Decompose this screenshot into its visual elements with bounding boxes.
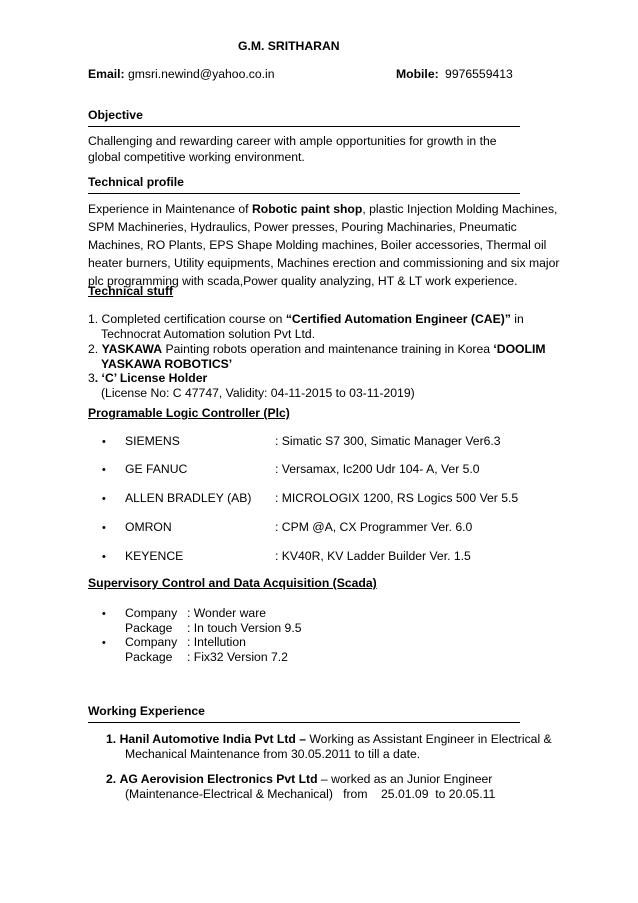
stuff-item-1-line-2: Technocrat Automation solution Pvt Ltd. xyxy=(101,327,316,341)
scada-label: Company xyxy=(125,635,178,649)
item-number: 2. xyxy=(106,772,117,786)
item-number: 2. xyxy=(88,342,99,356)
objective-line-2: global competitive working environment. xyxy=(88,150,305,164)
item-bold: “Certified Automation Engineer (CAE)” xyxy=(285,312,511,326)
technical-profile-rule xyxy=(88,193,520,194)
objective-heading: Objective xyxy=(88,108,143,122)
work-rule xyxy=(88,722,520,723)
technical-stuff-heading: Technical stuff xyxy=(88,284,174,298)
bullet-icon: • xyxy=(102,522,106,534)
stuff-item-2 xyxy=(88,341,546,357)
bullet-icon: • xyxy=(102,464,106,476)
plc-detail: : CPM @A, CX Programmer Ver. 6.0 xyxy=(275,520,473,534)
mobile-line xyxy=(396,66,513,82)
candidate-name: G.M. SRITHARAN xyxy=(238,39,340,53)
scada-label: Company xyxy=(125,606,178,620)
item-text: Painting robots operation and maintenance training in Korea xyxy=(162,342,494,356)
bullet-icon: • xyxy=(102,551,106,563)
scada-value: : Intellution xyxy=(187,635,246,649)
email-line xyxy=(88,66,274,82)
technical-profile-line-3: Machines, RO Plants, EPS Shape Molding machines, Boiler accessories, Thermal oil xyxy=(88,238,547,252)
item-bold: . ‘C’ License Holder xyxy=(94,371,208,385)
tp-text: Experience in Maintenance of xyxy=(88,202,252,216)
scada-label: Package xyxy=(125,650,173,664)
technical-profile-line-1 xyxy=(88,201,557,217)
stuff-item-1 xyxy=(88,311,524,327)
company-name: Hanil Automotive India Pvt Ltd – xyxy=(119,732,306,746)
item-number: 1. xyxy=(106,732,117,746)
item-number: 3 xyxy=(88,371,95,385)
item-bold: YASKAWA xyxy=(101,342,163,356)
scada-value: : Fix32 Version 7.2 xyxy=(187,650,288,664)
stuff-item-3 xyxy=(88,370,207,386)
plc-detail: : Versamax, Ic200 Udr 104- A, Ver 5.0 xyxy=(275,462,480,476)
scada-label: Package xyxy=(125,621,173,635)
scada-value: : In touch Version 9.5 xyxy=(187,621,302,635)
item-text: Completed certification course on xyxy=(98,312,286,326)
mobile-value: 9976559413 xyxy=(445,67,513,81)
item-text: in xyxy=(510,312,524,326)
mobile-label: Mobile: xyxy=(396,67,439,81)
technical-profile-line-2: SPM Machineries, Hydraulics, Power presses, Pouring Machinaries, Pneumatic xyxy=(88,220,517,234)
company-name: AG Aerovision Electronics Pvt Ltd xyxy=(119,772,318,786)
email-label: Email: xyxy=(88,67,125,81)
plc-brand: ALLEN BRADLEY (AB) xyxy=(125,491,252,505)
objective-line-1: Challenging and rewarding career with ample opportunities for growth in the xyxy=(88,134,497,148)
tp-text: , plastic Injection Molding Machines, xyxy=(362,202,558,216)
item-bold: ‘DOOLIM xyxy=(493,342,546,356)
work-item-2-line-2: (Maintenance-Electrical & Mechanical) from 25.01.09 to 20.05.11 xyxy=(125,787,496,801)
plc-detail: : MICROLOGIX 1200, RS Logics 500 Ver 5.5 xyxy=(275,491,519,505)
bullet-icon: • xyxy=(102,608,106,620)
item-number: 1. xyxy=(88,312,99,326)
plc-detail: : Simatic S7 300, Simatic Manager Ver6.3 xyxy=(275,434,501,448)
work-item-1 xyxy=(106,731,552,747)
scada-value: : Wonder ware xyxy=(187,606,267,620)
stuff-item-3-line-2: (License No: C 47747, Validity: 04-11-2015 to 03-11-2019) xyxy=(101,386,415,400)
item-text: – worked as an Junior Engineer xyxy=(317,772,493,786)
technical-profile-line-4: heater burners, Utility equipments, Machines erection and commissioning and six major xyxy=(88,256,560,270)
plc-heading: Programable Logic Controller (Plc) xyxy=(88,406,290,420)
technical-profile-heading: Technical profile xyxy=(88,175,184,189)
work-item-2 xyxy=(106,771,492,787)
tp-bold: Robotic paint shop xyxy=(251,202,363,216)
plc-brand: SIEMENS xyxy=(125,434,180,448)
plc-detail: : KV40R, KV Ladder Builder Ver. 1.5 xyxy=(275,549,471,563)
work-heading: Working Experience xyxy=(88,704,205,718)
work-item-1-line-2: Mechanical Maintenance from 30.05.2011 to till a date. xyxy=(125,747,421,761)
scada-heading: Supervisory Control and Data Acquisition (Scada) xyxy=(88,576,377,590)
bullet-icon: • xyxy=(102,436,106,448)
stuff-item-2-line-2: YASKAWA ROBOTICS’ xyxy=(101,357,233,371)
bullet-icon: • xyxy=(102,637,106,649)
objective-rule xyxy=(88,126,520,127)
item-text: Working as Assistant Engineer in Electrical & xyxy=(306,732,552,746)
plc-brand: GE FANUC xyxy=(125,462,188,476)
bullet-icon: • xyxy=(102,493,106,505)
plc-brand: KEYENCE xyxy=(125,549,184,563)
technical-profile-line-5: plc programming with scada,Power quality analyzing, HT & LT work experience. xyxy=(88,274,518,288)
email-value[interactable]: gmsri.newind@yahoo.co.in xyxy=(127,67,275,81)
plc-brand: OMRON xyxy=(125,520,172,534)
